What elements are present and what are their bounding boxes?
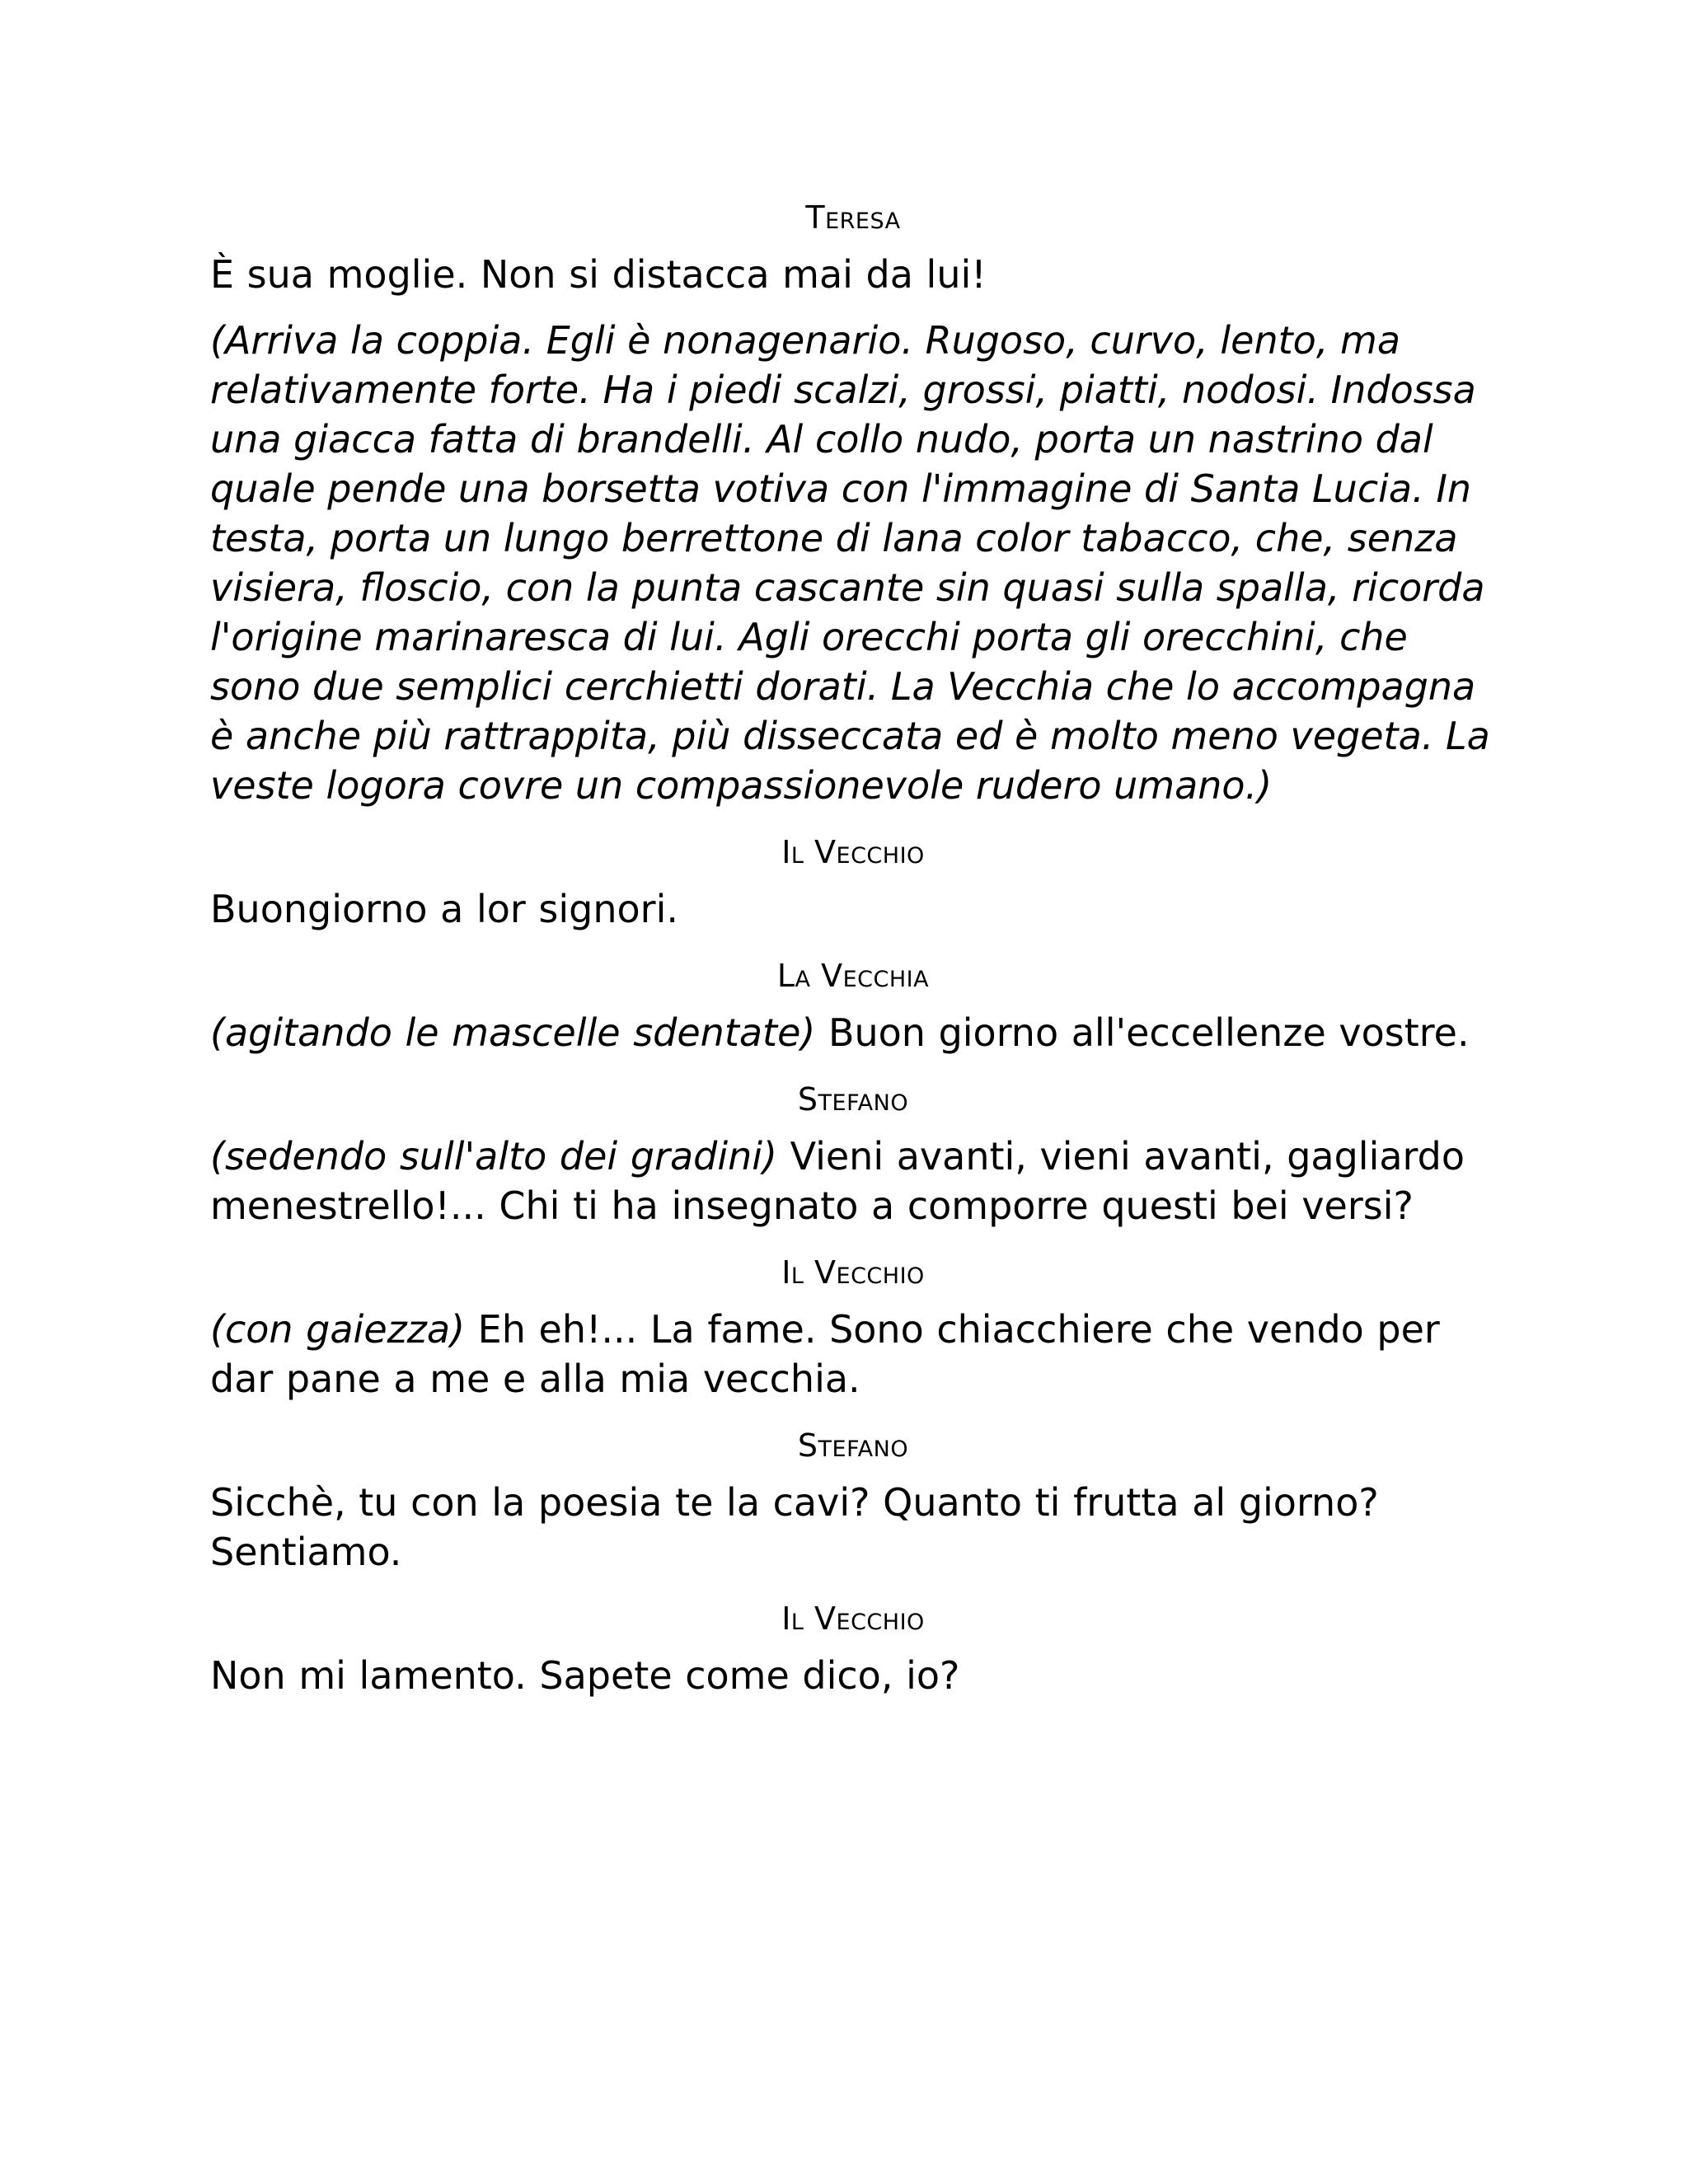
parenthetical-direction: (sedendo sull'alto dei gradini): [210, 1134, 777, 1179]
speaker-name: Il Vecchio: [781, 1254, 925, 1291]
dialogue-text: Eh eh!... La fame. Sono chiacchiere che vendo per dar pane a me e alla mia vecchia.: [210, 1307, 1440, 1401]
script-page: [210, 194, 1496, 1700]
parenthetical-direction: (con gaiezza): [210, 1307, 466, 1352]
stage-direction: (Arriva la coppia. Egli è nonagenario. Rugoso, curvo, lento, ma relativamente forte. Ha i piedi scalzi, grossi, piatti, nodosi. Indossa una giacca fatta di brandelli. Al collo nudo, porta un nastrino dal quale pende una borsetta votiva con l'immagine di Santa Lucia. In testa, porta un lungo berrettone di lana color tabacco, che, senza visiera, floscio, con la punta cascante sin quasi sulla spalla, ricorda l'origine marinaresca di lui. Agli orecchi porta gli orecchini, che sono due semplici cerchietti dorati. La Vecchia che lo accompagna è anche più rattrappita, più disseccata ed è molto meno vegeta. La veste logora covre un compassionevole rudero umano.): [210, 318, 1490, 808]
speaker-name: Teresa: [805, 199, 901, 236]
speaker-name: Il Vecchio: [781, 834, 925, 870]
dialogue-text: Buon giorno all'eccellenze vostre.: [815, 1010, 1470, 1055]
dialogue-line: [210, 250, 1496, 299]
dialogue-line: [210, 884, 1496, 934]
dialogue-text: Vieni avanti, vieni avanti, gagliardo menestrello!... Chi ti ha insegnato a comporre questi bei versi?: [210, 1134, 1465, 1228]
speaker-name: Stefano: [797, 1427, 909, 1464]
parenthetical-direction: (agitando le mascelle sdentate): [210, 1010, 816, 1055]
speaker-name: Il Vecchio: [781, 1601, 925, 1637]
speaker-name: Stefano: [797, 1081, 909, 1118]
dialogue-line: [210, 1478, 1496, 1577]
dialogue-text: Non mi lamento. Sapete come dico, io?: [210, 1653, 960, 1698]
dialogue-text: Buongiorno a lor signori.: [210, 887, 678, 931]
dialogue-line: [210, 1008, 1496, 1057]
speaker-name: La Vecchia: [776, 958, 930, 994]
dialogue-line: [210, 1651, 1496, 1700]
dialogue-text: È sua moglie. Non si distacca mai da lui!: [210, 252, 987, 297]
dialogue-line: [210, 1132, 1496, 1230]
dialogue-line: [210, 1305, 1496, 1404]
dialogue-text: Sicchè, tu con la poesia te la cavi? Quanto ti frutta al giorno? Sentiamo.: [210, 1480, 1379, 1574]
